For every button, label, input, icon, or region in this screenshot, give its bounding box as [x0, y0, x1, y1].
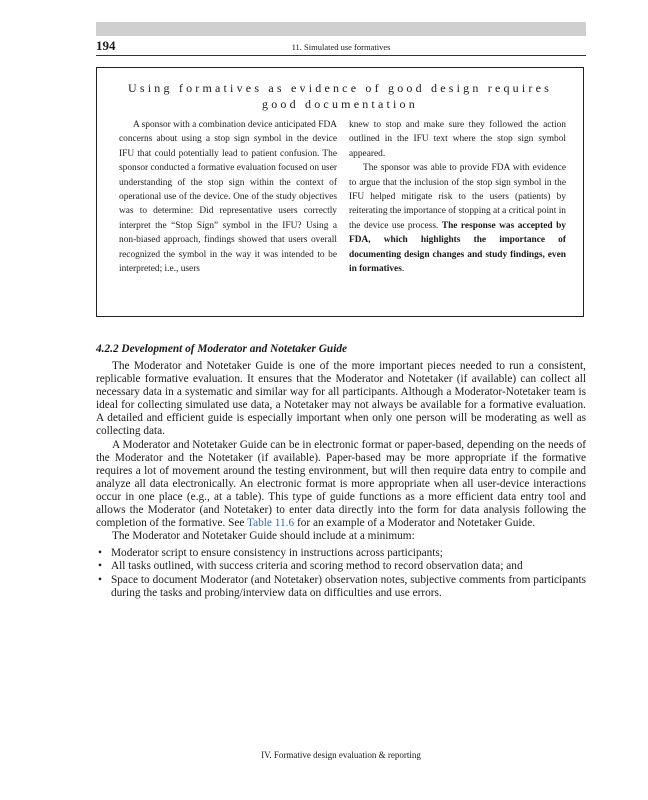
- page-footer: IV. Formative design evaluation & reporting: [261, 750, 421, 760]
- box-left-column: [119, 118, 337, 276]
- requirements-list: [96, 547, 586, 599]
- bullet-icon: •: [98, 547, 102, 560]
- running-head: 11. Simulated use formatives: [291, 42, 391, 52]
- box-right-column: [349, 118, 566, 276]
- header-rule: [96, 55, 586, 56]
- list-item-text: Moderator script to ensure consistency in instructions across participants;: [111, 547, 443, 560]
- box-title-line-2: good documentation: [262, 97, 418, 111]
- body-paragraph-2-text-b: for an example of a Moderator and Notetaker Guide.: [296, 517, 536, 530]
- box-right-paragraph-2-bold: The response was accepted by FDA, which highlights the importance of documenting design changes and study findings, even in formatives: [349, 220, 566, 275]
- section-heading: 4.2.2 Development of Moderator and Notetaker Guide: [96, 343, 348, 355]
- table-11-6-link[interactable]: Table 11.6: [247, 517, 295, 530]
- list-item-text: Space to document Moderator (and Notetaker) observation notes, subjective comments from participants during the tasks and probing/interview data on difficulties and use errors.: [111, 573, 586, 599]
- case-study-box: [96, 67, 584, 317]
- bullet-icon: •: [98, 560, 102, 573]
- box-right-paragraph-2-end: .: [401, 264, 405, 275]
- page-number: 194: [96, 38, 116, 53]
- body-paragraph-1: The Moderator and Notetaker Guide is one of the more important pieces needed to run a consistent, replicable formative evaluation. It ensures that the Moderator and Notetaker (if available) can collect all necessary data in a systematic and similar way for all participants. Although a Moderator-Notetaker team is ideal for collecting simulated use data, a Notetaker may not always be available for a formative evaluation. A detailed and efficient guide is especially important when only one person will be moderating as well as collecting data.: [96, 360, 586, 438]
- box-title-line-1: Using formatives as evidence of good design requires: [128, 81, 552, 95]
- body-paragraph-3: The Moderator and Notetaker Guide should include at a minimum:: [112, 530, 415, 543]
- box-right-paragraph-2-text: The sponsor was able to provide FDA with evidence to argue that the inclusion of the stop sign symbol in the IFU helped mitigate risk to the users (patients) by reiterating the importance of stopping at a critical point in the device use process.: [349, 163, 566, 231]
- box-right-paragraph-2: [349, 161, 566, 276]
- list-item: [96, 560, 586, 573]
- list-item: [96, 574, 586, 600]
- header-bar: [96, 22, 586, 36]
- bullet-icon: •: [98, 573, 102, 586]
- section-body: [96, 360, 586, 600]
- body-paragraph-2-text-a: A Moderator and Notetaker Guide can be in electronic format or paper-based, depending on the needs of the Moderator and the Notetaker (if available). Paper-based may be more appropriate if the formative requires a lot of movement around the testing environment, but will then require data entry to compile and analyze all data electronically. An electronic format is more appropriate when all user-device interactions occur in one place (e.g., at a table). This type of guide functions as a more efficient data entry tool and allows the Moderator (and Notetaker) to enter data directly into the form for data analysis following the completion of the formative. See: [96, 438, 586, 530]
- list-item: [96, 547, 586, 560]
- body-paragraph-2: [96, 439, 586, 531]
- box-right-paragraph-1: knew to stop and make sure they followed the action outlined in the IFU text where the stop sign symbol appeared.: [349, 120, 566, 159]
- list-item-text: All tasks outlined, with success criteria and scoring method to record observation data; and: [111, 560, 523, 573]
- box-title: [97, 80, 583, 112]
- box-left-paragraph: A sponsor with a combination device anticipated FDA concerns about using a stop sign symbol in the device IFU that could potentially lead to patient confusion. The sponsor conducted a formative evaluation focused on user understanding of the stop sign within the context of operational use of the device. One of the study objectives was to determine: Did representative users correctly interpret the “Stop Sign” symbol in the IFU? Using a non-biased approach, findings showed that users overall recognized the symbol in the way it was intended to be interpreted; i.e., users: [119, 120, 337, 275]
